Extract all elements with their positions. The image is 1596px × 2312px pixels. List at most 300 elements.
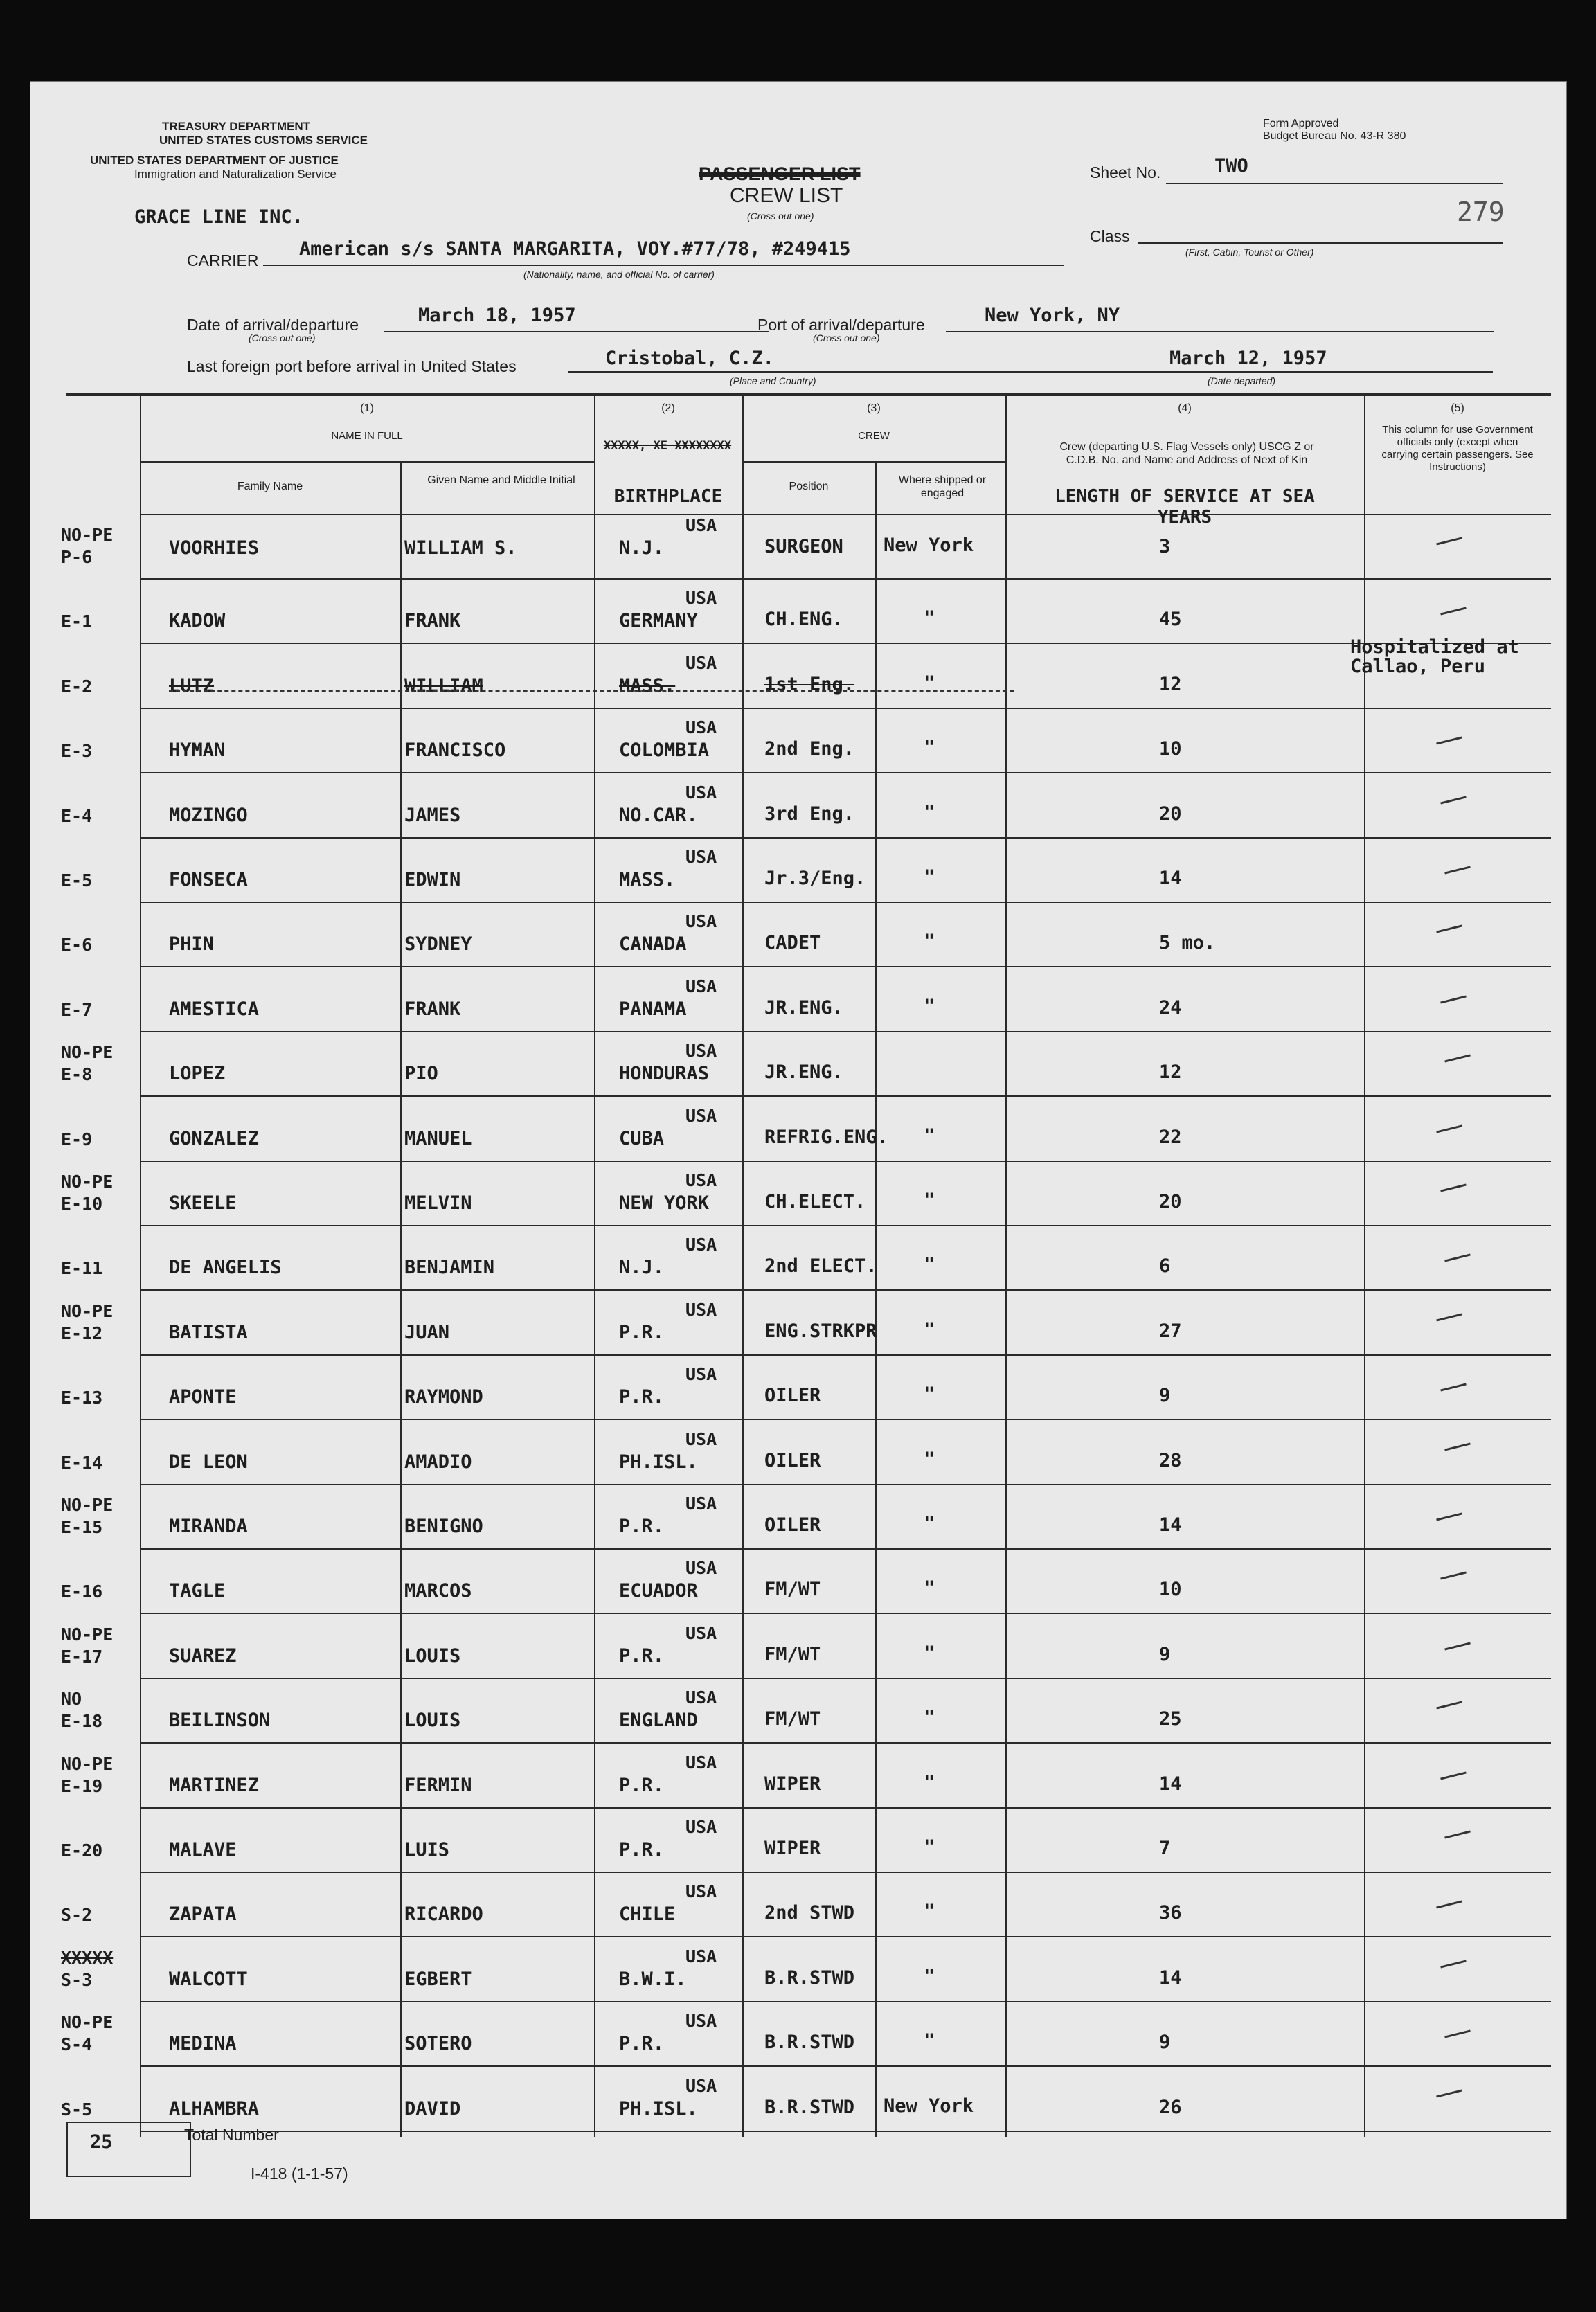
birthplace-cell: P.R. [619, 1386, 665, 1408]
family-name-cell: MARTINEZ [169, 1774, 260, 1796]
family-name-cell: LOPEZ [169, 1063, 226, 1085]
crew-row [30, 1809, 1566, 1873]
given-name-cell: LUIS [404, 1839, 450, 1861]
years-service-cell: 22 [1159, 1126, 1182, 1148]
years-service-cell: 14 [1159, 868, 1182, 889]
row-code: E-10 [61, 1194, 103, 1214]
family-name-cell: FONSECA [169, 869, 248, 890]
family-name-cell: KADOW [169, 610, 226, 632]
cross-out-one-hint: (Cross out one) [747, 210, 814, 222]
position-cell: 3rd Eng. [764, 803, 855, 825]
row-code: E-7 [61, 999, 93, 1020]
birthplace-cell: GERMANY [619, 610, 698, 632]
years-service-cell: 45 [1159, 609, 1182, 631]
strike-line [169, 690, 1014, 692]
given-name-cell: AMADIO [404, 1451, 472, 1473]
crew-row [30, 1485, 1566, 1550]
where-shipped-cell: " [924, 1124, 935, 1147]
crew-row [30, 580, 1566, 644]
given-name-cell: WILLIAM [404, 674, 483, 697]
row-code: E-8 [61, 1064, 93, 1085]
nationality-cell: USA [685, 976, 717, 996]
check-mark [1436, 1701, 1462, 1710]
crew-row [30, 1291, 1566, 1356]
family-name-cell: MEDINA [169, 2033, 237, 2055]
row-code: E-1 [61, 611, 93, 632]
check-mark [1440, 995, 1467, 1003]
total-label: Total Number [184, 2126, 279, 2144]
birthplace-cell: MASS. [619, 674, 676, 697]
position-cell: 2nd STWD [764, 1902, 855, 1924]
years-service-cell: 24 [1159, 996, 1182, 1019]
where-shipped-cell: " [924, 1513, 935, 1534]
years-service-cell: 9 [1159, 1643, 1171, 1665]
given-name-cell: BENJAMIN [404, 1257, 495, 1279]
years-service-cell: 10 [1159, 1579, 1182, 1601]
col3-title: CREW [858, 430, 890, 442]
nationality-cell: USA [685, 2075, 717, 2096]
given-name-cell: JUAN [404, 1321, 450, 1343]
col3-number: (3) [867, 402, 881, 414]
years-service-cell: 28 [1159, 1449, 1182, 1471]
check-mark [1440, 1183, 1467, 1192]
row-divider [140, 2131, 1551, 2132]
check-mark [1436, 925, 1462, 933]
where-shipped-cell: " [924, 1448, 935, 1470]
check-mark [1440, 1771, 1467, 1780]
row-note: Hospitalized at Callao, Peru [1350, 636, 1519, 677]
years-service-cell: 12 [1159, 673, 1182, 695]
carrier-label: CARRIER [187, 251, 259, 269]
last-port-value: Cristobal, C.Z. [605, 348, 774, 369]
row-code: S-2 [61, 1905, 93, 1926]
nationality-cell: USA [685, 782, 717, 803]
carrier-value: American s/s SANTA MARGARITA, VOY.#77/78, #249415 [299, 238, 851, 260]
crew-row [30, 1032, 1566, 1097]
given-name-cell: EDWIN [404, 869, 461, 890]
agency-line-1: TREASURY DEPARTMENT [162, 120, 311, 133]
check-mark [1436, 1901, 1462, 1909]
crew-row [30, 636, 1566, 709]
check-mark [1436, 1512, 1462, 1521]
family-name-cell: MOZINGO [169, 804, 248, 826]
family-name-cell: TAGLE [169, 1580, 226, 1602]
where-shipped-cell: " [924, 2030, 935, 2052]
crew-row [30, 1873, 1566, 1937]
nationality-cell: USA [685, 1494, 717, 1514]
position-cell: CADET [764, 932, 821, 954]
crew-row [30, 1550, 1566, 1614]
family-name-cell: WALCOTT [169, 1968, 248, 1990]
given-name-cell: BENIGNO [404, 1516, 483, 1537]
row-code: E-20 [61, 1840, 103, 1861]
nationality-cell: USA [685, 717, 717, 738]
nationality-cell: USA [685, 1105, 717, 1126]
where-shipped-cell: " [924, 1642, 935, 1664]
crew-row [30, 1615, 1566, 1679]
crew-row [30, 1938, 1566, 2002]
family-name-cell: MIRANDA [169, 1516, 248, 1537]
check-mark [1440, 1960, 1467, 1968]
row-code-note: NO-PE [61, 525, 114, 545]
stamp-number: 279 [1457, 197, 1505, 227]
row-code: E-19 [61, 1775, 103, 1796]
row-code-note: XXXXX [61, 1947, 114, 1968]
family-name-cell: LUTZ [169, 674, 215, 697]
position-cell: 2nd ELECT. [764, 1255, 877, 1278]
agency-line-2: UNITED STATES CUSTOMS SERVICE [159, 134, 368, 147]
budget-bureau: Budget Bureau No. 43-R 380 [1263, 130, 1406, 142]
port-value: New York, NY [985, 305, 1120, 326]
form-approved: Form Approved [1263, 118, 1339, 129]
given-name-cell: RICARDO [404, 1903, 483, 1926]
given-name-cell: SOTERO [404, 2033, 472, 2055]
row-code: S-5 [61, 2099, 93, 2120]
crew-row [30, 1744, 1566, 1809]
given-name-cell: FRANCISCO [404, 740, 506, 762]
row-code-note: NO-PE [61, 1753, 114, 1774]
crew-row [30, 709, 1566, 773]
birthplace-cell: N.J. [619, 1257, 665, 1279]
position-cell: OILER [764, 1514, 821, 1536]
birthplace-cell: P.R. [619, 1516, 665, 1537]
col4-title: LENGTH OF SERVICE AT SEA [1055, 486, 1315, 507]
where-shipped-cell: " [924, 672, 935, 694]
family-name-cell: VOORHIES [169, 537, 260, 559]
check-mark [1436, 1124, 1462, 1133]
where-shipped-cell: " [924, 931, 935, 953]
crew-list-document [30, 82, 1566, 2219]
birthplace-cell: COLOMBIA [619, 740, 710, 762]
position-cell: SURGEON [764, 536, 843, 557]
family-name-cell: PHIN [169, 933, 215, 956]
years-service-cell: 20 [1159, 803, 1182, 825]
family-name-cell: BEILINSON [169, 1710, 271, 1732]
where-shipped-cell: New York [884, 535, 974, 556]
where-shipped-cell: " [924, 1836, 935, 1858]
nationality-cell: USA [685, 1428, 717, 1449]
nationality-cell: USA [685, 1558, 717, 1579]
position-cell: B.R.STWD [764, 1966, 855, 1989]
crew-row [30, 2068, 1566, 2132]
position-cell: WIPER [764, 1773, 821, 1795]
given-name-cell: LOUIS [404, 1645, 461, 1667]
nationality-cell: USA [685, 1752, 717, 1773]
given-name-cell: MANUEL [404, 1127, 472, 1149]
crew-row [30, 903, 1566, 967]
check-mark [1440, 607, 1467, 616]
crew-row [30, 774, 1566, 839]
given-name-cell: JAMES [404, 804, 461, 826]
row-code: E-2 [61, 676, 93, 697]
birthplace-cell: P.R. [619, 1839, 665, 1861]
crew-row [30, 515, 1566, 580]
row-code: P-6 [61, 547, 93, 567]
check-mark [1444, 1830, 1471, 1838]
crew-row [30, 1162, 1566, 1226]
nationality-cell: USA [685, 1299, 717, 1320]
given-name-cell: RAYMOND [404, 1386, 483, 1408]
position-cell: CH.ELECT. [764, 1191, 866, 1212]
birthplace-cell: CUBA [619, 1127, 665, 1149]
years-service-cell: 3 [1159, 536, 1171, 557]
total-box [66, 2122, 191, 2177]
col1-title: NAME IN FULL [331, 430, 403, 442]
row-code: E-9 [61, 1129, 93, 1149]
row-code: E-11 [61, 1258, 103, 1279]
birthplace-cell: ECUADOR [619, 1580, 698, 1602]
where-shipped-cell: " [924, 607, 935, 629]
nationality-cell: USA [685, 847, 717, 867]
check-mark [1444, 1055, 1471, 1063]
nationality-cell: USA [685, 1817, 717, 1837]
birthplace-cell: CANADA [619, 933, 687, 956]
where-shipped-cell: " [924, 801, 935, 823]
birthplace-cell: CHILE [619, 1903, 676, 1926]
where-shipped-cell: " [924, 995, 935, 1017]
birthplace-cell: NO.CAR. [619, 804, 698, 826]
where-shipped-cell: " [924, 866, 935, 888]
position-cell: FM/WT [764, 1579, 821, 1601]
where-shipped-cell: " [924, 1901, 935, 1923]
check-mark [1444, 866, 1471, 874]
nationality-cell: USA [685, 1170, 717, 1190]
birthplace-cell: N.J. [619, 537, 665, 559]
position-cell: OILER [764, 1449, 821, 1471]
years-service-cell: 26 [1159, 2096, 1182, 2118]
given-name-cell: SYDNEY [404, 933, 472, 956]
position-cell: 1st Eng. [764, 673, 855, 695]
nationality-cell: USA [685, 515, 717, 535]
given-name-cell: DAVID [404, 2097, 461, 2120]
row-code: E-3 [61, 741, 93, 762]
where-shipped-cell: New York [884, 2095, 974, 2117]
birthplace-cell: NEW YORK [619, 1192, 710, 1214]
years-service-cell: 6 [1159, 1255, 1171, 1278]
form-number: I-418 (1-1-57) [251, 2165, 348, 2183]
position-cell: B.R.STWD [764, 2096, 855, 2118]
position-cell: FM/WT [764, 1708, 821, 1730]
row-code-note: NO-PE [61, 2012, 114, 2033]
birthplace-cell: P.R. [619, 1645, 665, 1667]
birthplace-cell: PANAMA [619, 998, 687, 1020]
check-mark [1444, 1642, 1471, 1650]
col2-number: (2) [661, 402, 675, 414]
family-name-cell: SKEELE [169, 1192, 237, 1214]
row-code: S-4 [61, 2034, 93, 2055]
birthplace-cell: P.R. [619, 1774, 665, 1796]
given-name-cell: FRANK [404, 998, 461, 1020]
check-mark [1444, 2030, 1471, 2038]
col2-struck-text: XXXXX, XE XXXXXXXX [603, 439, 732, 453]
port-cross-out: (Cross out one) [813, 332, 880, 343]
position-cell: B.R.STWD [764, 2032, 855, 2054]
family-name-cell: BATISTA [169, 1321, 248, 1343]
row-code: E-4 [61, 805, 93, 826]
crew-row [30, 1226, 1566, 1291]
years-service-cell: 25 [1159, 1708, 1182, 1730]
row-code-note: NO-PE [61, 1042, 114, 1063]
years-service-cell: 20 [1159, 1191, 1182, 1212]
position-cell: FM/WT [764, 1643, 821, 1665]
row-code: E-6 [61, 935, 93, 956]
check-mark [1440, 796, 1467, 804]
birthplace-cell: B.W.I. [619, 1968, 687, 1990]
years-service-cell: 12 [1159, 1061, 1182, 1084]
row-code: S-3 [61, 1969, 93, 1990]
where-shipped-cell: " [924, 1707, 935, 1729]
crew-list-title: CREW LIST [730, 184, 843, 207]
position-cell: WIPER [764, 1838, 821, 1859]
birthplace-cell: PH.ISL. [619, 2097, 698, 2120]
row-code-note: NO-PE [61, 1172, 114, 1192]
total-value: 25 [90, 2131, 113, 2153]
col-family-name: Family Name [237, 481, 303, 492]
birthplace-cell: MASS. [619, 869, 676, 890]
sheet-label: Sheet No. [1090, 163, 1161, 181]
birthplace-cell: HONDURAS [619, 1063, 710, 1085]
check-mark [1436, 537, 1462, 545]
where-shipped-cell: " [924, 1383, 935, 1406]
agency-line-4: Immigration and Naturalization Service [134, 168, 337, 181]
family-name-cell: MALAVE [169, 1839, 237, 1861]
given-name-cell: EGBERT [404, 1968, 472, 1990]
where-shipped-cell: " [924, 1771, 935, 1793]
crew-row [30, 1421, 1566, 1485]
position-cell: REFRIG.ENG. [764, 1126, 888, 1148]
position-cell: ENG.STRKPR [764, 1320, 877, 1342]
date-departed-value: March 12, 1957 [1169, 348, 1327, 369]
given-name-cell: FERMIN [404, 1774, 472, 1796]
nationality-cell: USA [685, 1687, 717, 1708]
family-name-cell: DE LEON [169, 1451, 248, 1473]
nationality-cell: USA [685, 1041, 717, 1061]
years-service-cell: 36 [1159, 1902, 1182, 1924]
position-cell: JR.ENG. [764, 996, 843, 1019]
col5-number: (5) [1451, 402, 1464, 414]
col-position: Position [789, 481, 829, 492]
last-port-label: Last foreign port before arrival in United States [187, 357, 517, 375]
years-service-cell: 14 [1159, 1773, 1182, 1795]
col4-number: (4) [1178, 402, 1192, 414]
nationality-cell: USA [685, 1235, 717, 1255]
family-name-cell: SUAREZ [169, 1645, 237, 1667]
position-cell: 2nd Eng. [764, 738, 855, 760]
row-code: E-12 [61, 1323, 103, 1343]
where-shipped-cell: " [924, 737, 935, 759]
crew-row [30, 839, 1566, 903]
row-code-note: NO-PE [61, 1300, 114, 1321]
given-name-cell: PIO [404, 1063, 438, 1085]
sheet-number: TWO [1214, 155, 1248, 177]
family-name-cell: ZAPATA [169, 1903, 237, 1926]
row-code: E-13 [61, 1388, 103, 1408]
position-cell: CH.ENG. [764, 609, 843, 631]
class-hint: (First, Cabin, Tourist or Other) [1185, 247, 1314, 258]
row-code: E-18 [61, 1711, 103, 1732]
port-label: Port of arrival/departure [757, 316, 925, 334]
years-service-cell: 9 [1159, 2032, 1171, 2054]
check-mark [1436, 1313, 1462, 1321]
where-shipped-cell: " [924, 1965, 935, 1987]
crew-row [30, 2002, 1566, 2067]
where-shipped-cell: " [924, 1190, 935, 1211]
birthplace-cell: P.R. [619, 2033, 665, 2055]
passenger-list-title-struck: PASSENGER LIST [699, 163, 861, 184]
crew-row [30, 968, 1566, 1032]
nationality-cell: USA [685, 588, 717, 609]
row-code: E-17 [61, 1646, 103, 1667]
crew-row [30, 1356, 1566, 1420]
class-label: Class [1090, 227, 1130, 245]
birthplace-cell: PH.ISL. [619, 1451, 698, 1473]
row-code-note: NO [61, 1689, 82, 1710]
carrier-hint: (Nationality, name, and official No. of carrier) [523, 269, 715, 280]
check-mark [1436, 2089, 1462, 2097]
date-value: March 18, 1957 [418, 305, 576, 326]
given-name-cell: MELVIN [404, 1192, 472, 1214]
nationality-cell: USA [685, 1364, 717, 1385]
row-code: E-14 [61, 1452, 103, 1473]
birthplace-cell: P.R. [619, 1321, 665, 1343]
col-where-shipped: Where shipped or engaged [898, 474, 987, 499]
years-service-cell: 9 [1159, 1385, 1171, 1407]
where-shipped-cell: " [924, 1254, 935, 1276]
check-mark [1440, 1572, 1467, 1580]
nationality-cell: USA [685, 652, 717, 673]
family-name-cell: APONTE [169, 1386, 237, 1408]
crew-row [30, 1097, 1566, 1162]
row-code: E-15 [61, 1517, 103, 1537]
nationality-cell: USA [685, 1622, 717, 1643]
given-name-cell: WILLIAM S. [404, 537, 517, 559]
col1-number: (1) [360, 402, 374, 414]
years-service-cell: 14 [1159, 1966, 1182, 1989]
position-cell: Jr.3/Eng. [764, 868, 866, 889]
family-name-cell: HYMAN [169, 740, 226, 762]
where-shipped-cell: " [924, 1318, 935, 1341]
date-cross-out: (Cross out one) [249, 332, 316, 343]
birthplace-cell: ENGLAND [619, 1710, 698, 1732]
years-service-cell: 10 [1159, 738, 1182, 760]
position-cell: OILER [764, 1385, 821, 1407]
years-service-cell: 5 mo. [1159, 932, 1216, 954]
date-label: Date of arrival/departure [187, 316, 359, 334]
given-name-cell: LOUIS [404, 1710, 461, 1732]
col4-sub: YEARS [1157, 507, 1212, 528]
where-shipped-cell: " [924, 1577, 935, 1599]
nationality-cell: USA [685, 1881, 717, 1902]
check-mark [1440, 1383, 1467, 1392]
col5-text: This column for use Government officials only (except when carrying certain passengers. See Instructions) [1381, 424, 1534, 473]
check-mark [1444, 1442, 1471, 1451]
years-service-cell: 7 [1159, 1838, 1171, 1859]
row-code: E-5 [61, 870, 93, 890]
date-departed-hint: (Date departed) [1208, 375, 1276, 386]
position-cell: JR.ENG. [764, 1061, 843, 1084]
company-name: GRACE LINE INC. [134, 206, 303, 228]
check-mark [1444, 1254, 1471, 1262]
years-service-cell: 14 [1159, 1514, 1182, 1536]
nationality-cell: USA [685, 911, 717, 932]
crew-row [30, 1679, 1566, 1744]
check-mark [1436, 737, 1462, 745]
col2-title: BIRTHPLACE [613, 486, 723, 507]
last-port-hint: (Place and Country) [730, 375, 816, 386]
given-name-cell: FRANK [404, 610, 461, 632]
nationality-cell: USA [685, 1946, 717, 1966]
family-name-cell: AMESTICA [169, 998, 260, 1020]
